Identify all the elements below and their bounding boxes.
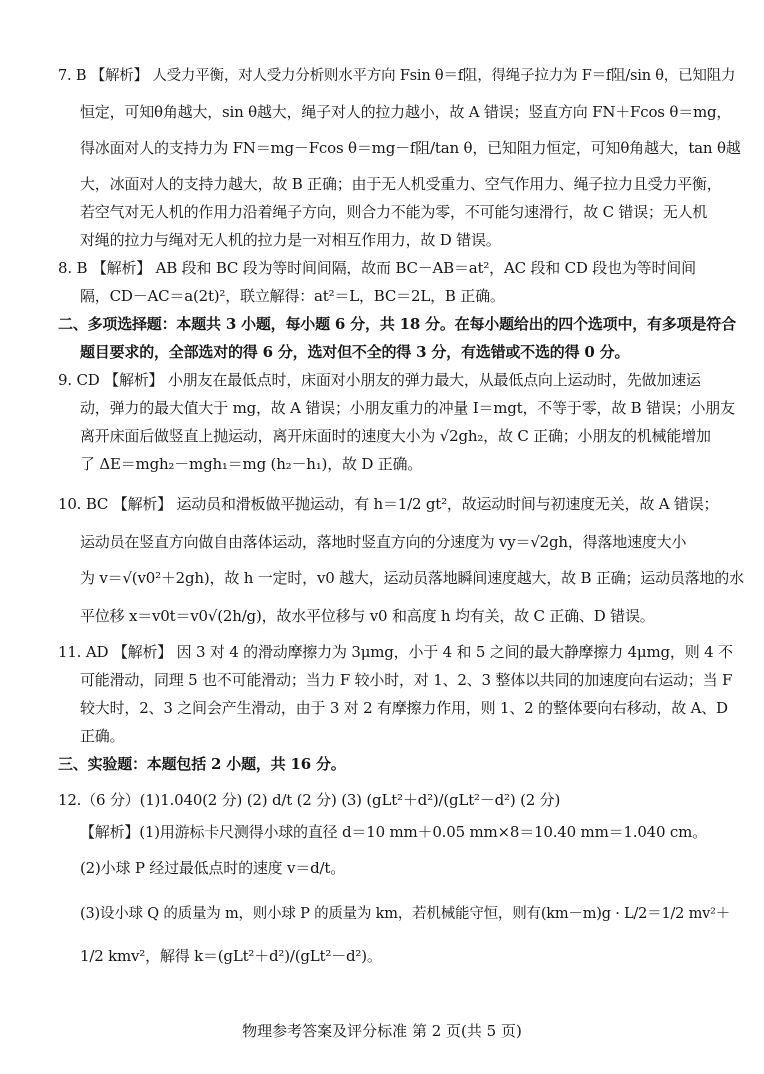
section-3-heading: 三、实验题：本题包括 2 小题，共 16 分。	[58, 755, 346, 773]
q12-explain-line-4: 1/2 kmv²，解得 k＝(gLt²＋d²)/(gLt²－d²)。	[80, 947, 382, 965]
q11-line-1: 11. AD 【解析】 因 3 对 4 的滑动摩擦力为 3μmg，小于 4 和 5 之间的最大静摩擦力 4μmg，则 4 不	[58, 643, 733, 661]
q12-explain-line-3: (3)设小球 Q 的质量为 m，则小球 P 的质量为 km，若机械能守恒，则有(km－m)g · L/2＝1/2 mv²＋	[80, 906, 731, 922]
q7-line-6: 对绳的拉力与绳对无人机的拉力是一对相互作用力，故 D 错误。	[80, 231, 501, 249]
section-2-heading-line-2: 题目要求的，全部选对的得 6 分，选对但不全的得 3 分，有选错或不选的得 0 分。	[80, 343, 630, 361]
q11-line-2: 可能滑动，同理 5 也不可能滑动；当力 F 较小时，对 1、2、3 整体以共同的加速度向右运动；当 F	[80, 671, 733, 689]
q9-line-3: 离开床面后做竖直上抛运动，离开床面时的速度大小为 √2gh₂，故 C 正确；小朋友的机械能增加	[80, 427, 711, 445]
q9-line-1: 9. CD 【解析】 小朋友在最低点时，床面对小朋友的弹力最大，从最低点向上运动时，先做加速运	[58, 371, 701, 389]
page-footer: 物理参考答案及评分标准 第 2 页(共 5 页)	[242, 1022, 522, 1040]
q10-line-1: 10. BC 【解析】 运动员和滑板做平抛运动，有 h＝1/2 gt²，故运动时间与初速度无关，故 A 错误；	[58, 495, 719, 513]
q12-explain-line-2: (2)小球 P 经过最低点时的速度 v＝d/t。	[80, 859, 346, 877]
q7-line-4: 大，冰面对人的支持力越大，故 B 正确；由于无人机受重力、空气作用力、绳子拉力且受力平衡，	[80, 175, 722, 193]
q11-line-4: 正确。	[80, 727, 125, 745]
q7-line-2: 恒定，可知θ角越大，sin θ越大，绳子对人的拉力越小，故 A 错误；竖直方向 FN＋Fcos θ＝mg，	[80, 103, 732, 121]
q7-line-3: 得冰面对人的支持力为 FN＝mg－Fcos θ＝mg－f阻/tan θ，已知阻力恒定，可知θ角越大，tan θ越	[80, 139, 741, 157]
section-2-heading-line-1: 二、多项选择题：本题共 3 小题，每小题 6 分，共 18 分。在每小题给出的四个选项中，有多项是符合	[58, 315, 736, 333]
q10-line-2: 运动员在竖直方向做自由落体运动，落地时竖直方向的分速度为 vy＝√2gh，得落地速度大小	[80, 533, 687, 551]
q7-line-1: 7. B 【解析】 人受力平衡，对人受力分析则水平方向 Fsin θ＝f阻，得绳子拉力为 F＝f阻/sin θ，已知阻力	[58, 68, 736, 84]
q12-answer-line: 12.（6 分）(1)1.040(2 分) (2) d/t (2 分) (3) (gLt²＋d²)/(gLt²－d²) (2 分)	[58, 791, 561, 809]
q11-line-3: 较大时，2、3 之间会产生滑动，由于 3 对 2 有摩擦力作用，则 1、2 的整体要向右移动，故 A、D	[80, 699, 728, 717]
q8-line-1: 8. B 【解析】 AB 段和 BC 段为等时间间隔，故而 BC－AB＝at²，AC 段和 CD 段也为等时间间	[58, 259, 696, 277]
q7-line-5: 若空气对无人机的作用力沿着绳子方向，则合力不能为零，不可能匀速滑行，故 C 错误；无人机	[80, 203, 708, 221]
q9-line-4: 了 ΔE＝mgh₂－mgh₁＝mg (h₂－h₁)，故 D 正确。	[80, 455, 423, 473]
q12-explain-line-1: 【解析】(1)用游标卡尺测得小球的直径 d＝10 mm＋0.05 mm×8＝10.40 mm＝1.040 cm。	[80, 823, 707, 841]
q10-line-3: 为 v＝√(v0²＋2gh)，故 h 一定时，v0 越大，运动员落地瞬间速度越大，故 B 正确；运动员落地的水	[80, 569, 744, 587]
q10-line-4: 平位移 x＝v0t＝v0√(2h/g)，故水平位移与 v0 和高度 h 均有关，故 C 正确、D 错误。	[80, 607, 655, 625]
q9-line-2: 动，弹力的最大值大于 mg，故 A 错误；小朋友重力的冲量 I＝mgt，不等于零，故 B 错误；小朋友	[80, 399, 735, 417]
q8-line-2: 隔，CD－AC＝a(2t)²，联立解得：at²＝L，BC＝2L，B 正确。	[80, 287, 505, 305]
